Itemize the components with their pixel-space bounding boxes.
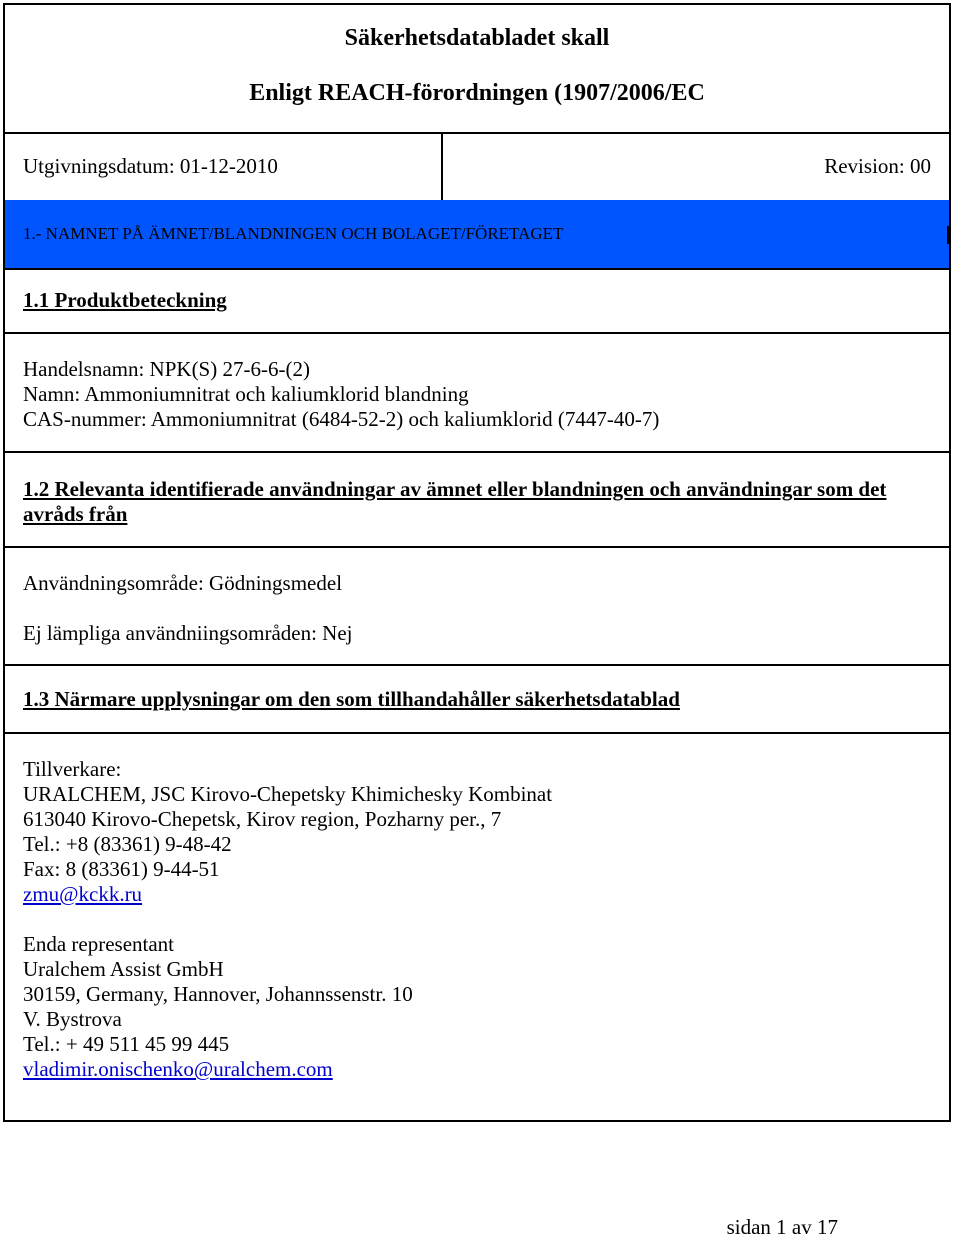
representative-email-link[interactable]: vladimir.onischenko@uralchem.com: [23, 1057, 333, 1081]
section-heading: 1.- NAMNET PÅ ÄMNET/BLANDNINGEN OCH BOLAGET/FÖRETAGET: [23, 224, 564, 243]
section-heading-bar: [5, 200, 949, 268]
manufacturer-label: Tillverkare:: [23, 757, 122, 781]
bar-marker: [947, 226, 949, 244]
subsection-heading-1-2: [23, 477, 938, 527]
divider: [5, 732, 949, 734]
divider: [5, 268, 949, 270]
product-identifier-block: [23, 357, 933, 432]
manufacturer-address: 613040 Kirovo-Chepetsk, Kirov region, Pozharny per., 7: [23, 807, 502, 831]
representative-address: 30159, Germany, Hannover, Johannssenstr. 10: [23, 982, 413, 1006]
subsection-heading-1-1: [23, 288, 933, 313]
product-name: Namn: Ammoniumnitrat och kaliumklorid blandning: [23, 382, 469, 406]
manufacturer-phone: Tel.: +8 (83361) 9-48-42: [23, 832, 232, 856]
subsection-heading-text: 1.1 Produktbeteckning: [23, 288, 227, 312]
manufacturer-name: URALCHEM, JSC Kirovo-Chepetsky Khimichesky Kombinat: [23, 782, 553, 806]
divider: [5, 132, 949, 134]
issue-date: Utgivningsdatum: 01-12-2010: [23, 154, 278, 178]
document-subtitle: Enligt REACH-förordningen (1907/2006/EC: [249, 80, 705, 106]
representative-label: Enda representant: [23, 932, 175, 956]
safety-data-sheet: [3, 3, 951, 1122]
trade-name: Handelsnamn: NPK(S) 27-6-6-(2): [23, 357, 310, 381]
representative-phone: Tel.: + 49 511 45 99 445: [23, 1032, 230, 1056]
manufacturer-fax: Fax: 8 (83361) 9-44-51: [23, 857, 220, 881]
document-title: Säkerhetsdatabladet skall: [344, 25, 610, 51]
cas-number: CAS-nummer: Ammoniumnitrat (6484-52-2) och kaliumklorid (7447-40-7): [23, 407, 660, 431]
representative-company: Uralchem Assist GmbH: [23, 957, 224, 981]
unsuitable-uses: Ej lämpliga användniingsområden: Nej: [23, 621, 353, 645]
page-number: sidan 1 av 17: [726, 1215, 838, 1239]
use-area: Användningsområde: Gödningsmedel: [23, 571, 343, 595]
manufacturer-email-link[interactable]: zmu@kckk.ru: [23, 882, 143, 906]
divider: [5, 546, 949, 548]
revision: Revision: 00: [824, 154, 931, 178]
divider-vertical: [441, 134, 443, 200]
spacer: [23, 907, 933, 932]
subsection-heading-text: 1.2 Relevanta identifierade användningar av ämnet eller blandningen och användningar som det: [23, 477, 887, 501]
divider: [5, 332, 949, 334]
representative-contact: V. Bystrova: [23, 1007, 122, 1031]
subsection-heading-text: 1.3 Närmare upplysningar om den som tillhandahåller säkerhetsdatablad: [23, 687, 680, 711]
subsection-heading-text: avråds från: [23, 502, 128, 526]
subsection-heading-1-3: [23, 687, 933, 712]
divider: [5, 664, 949, 666]
supplier-block: [23, 757, 933, 1082]
divider: [5, 451, 949, 453]
